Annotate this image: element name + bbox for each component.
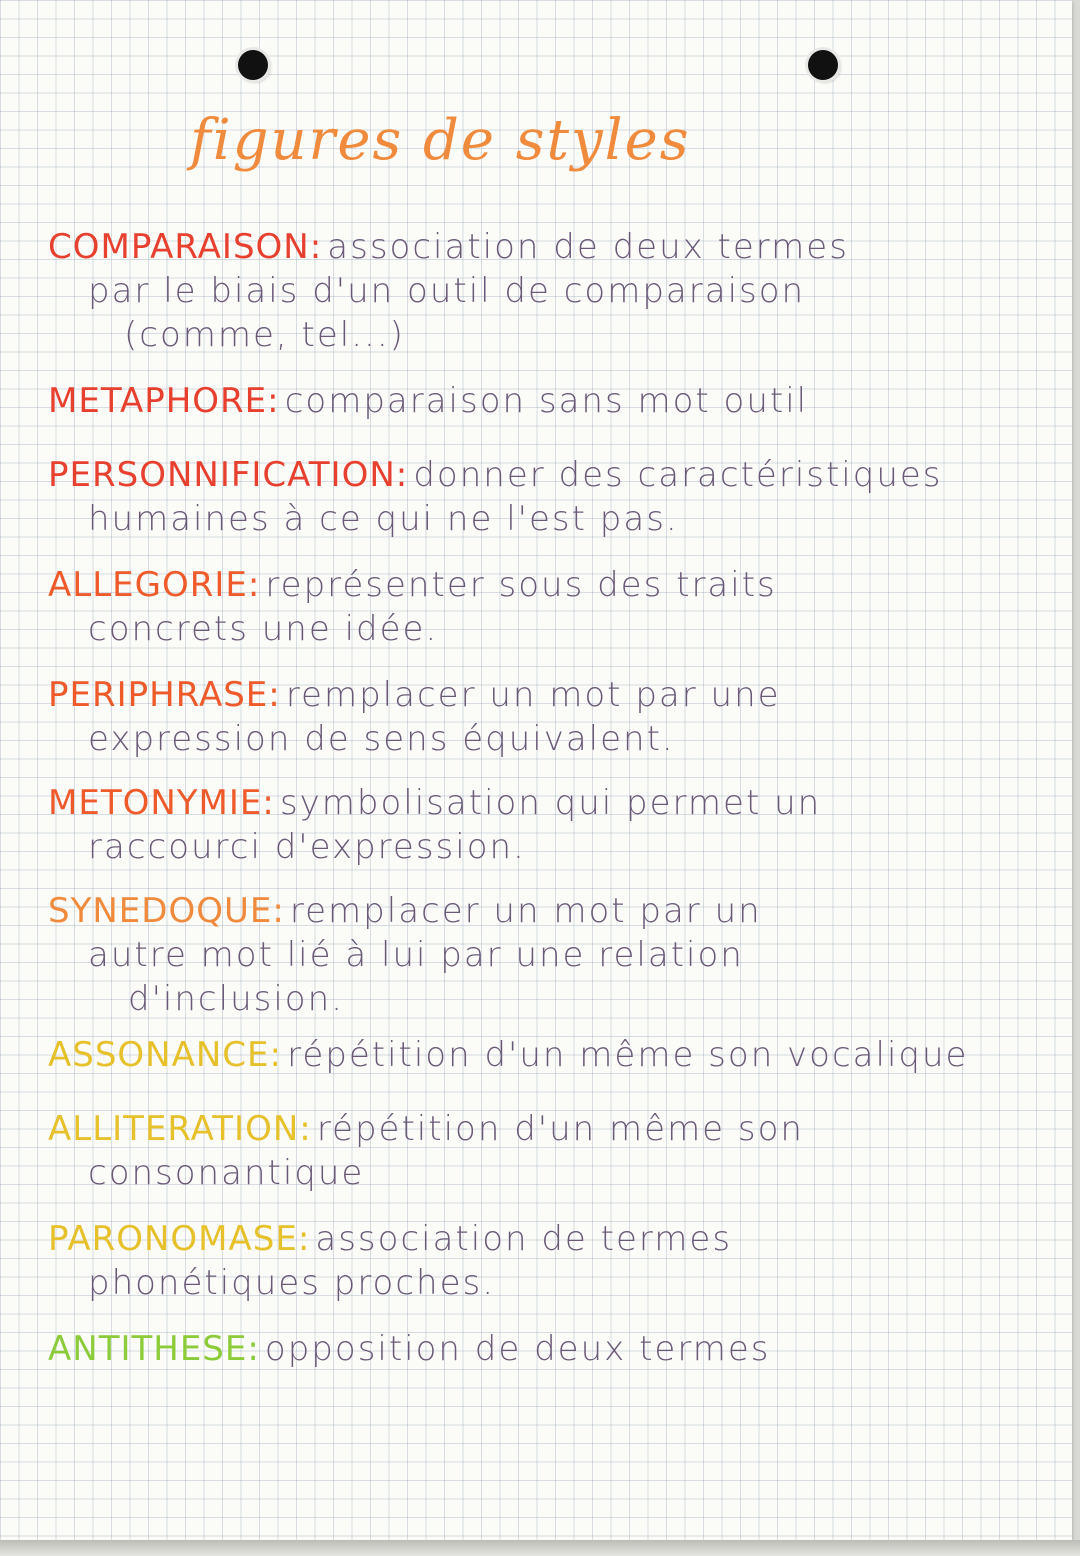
- term-label: METONYMIE:: [48, 783, 275, 823]
- definition-line: raccourci d'expression.: [88, 827, 526, 867]
- entry-synedoque: [48, 892, 1068, 1024]
- term-label: ASSONANCE:: [48, 1035, 282, 1075]
- definition-line: phonétiques proches.: [88, 1263, 496, 1303]
- definition-line: remplacer un mot par une: [285, 675, 781, 715]
- entry-comparaison: [48, 228, 1068, 360]
- entry-personnification: [48, 456, 1068, 544]
- definition-line: association de deux termes: [327, 227, 849, 267]
- entry-allegorie: [48, 566, 1068, 654]
- definition-line: répétition d'un même son vocalique: [287, 1035, 969, 1075]
- page-title: figures de styles: [190, 108, 691, 173]
- definition-line: symbolisation qui permet un: [279, 783, 822, 823]
- entry-periphrase: [48, 676, 1068, 764]
- definition-line: concrets une idée.: [88, 609, 439, 649]
- definition-line: d'inclusion.: [128, 979, 344, 1019]
- term-label: ALLEGORIE:: [48, 565, 261, 605]
- definition-line: représenter sous des traits: [265, 565, 777, 605]
- term-label: SYNEDOQUE:: [48, 891, 285, 931]
- term-label: ALLITERATION:: [48, 1109, 312, 1149]
- entry-metonymie: [48, 784, 1068, 872]
- definition-line: association de termes: [315, 1219, 733, 1259]
- term-label: PERIPHRASE:: [48, 675, 281, 715]
- definition-line: opposition de deux termes: [264, 1329, 771, 1369]
- term-label: PERSONNIFICATION:: [48, 455, 409, 495]
- term-label: METAPHORE:: [48, 381, 280, 421]
- definition-line: comparaison sans mot outil: [284, 381, 809, 421]
- term-label: COMPARAISON:: [48, 227, 323, 267]
- entry-alliteration: [48, 1110, 1068, 1198]
- entry-assonance: [48, 1036, 1068, 1080]
- definition-line: expression de sens équivalent.: [88, 719, 675, 759]
- definition-line: consonantique: [88, 1153, 365, 1193]
- term-label: PARONOMASE:: [48, 1219, 311, 1259]
- definition-line: donner des caractéristiques: [413, 455, 943, 495]
- binder-hole-left: [238, 50, 268, 80]
- binder-hole-right: [808, 50, 838, 80]
- entry-metaphore: [48, 382, 1068, 426]
- page-edge-shadow: [0, 1540, 1080, 1556]
- entry-paronomase: [48, 1220, 1068, 1308]
- definition-line: répétition d'un même son: [316, 1109, 804, 1149]
- definition-line: autre mot lié à lui par une relation: [88, 935, 744, 975]
- definition-line: remplacer un mot par un: [289, 891, 762, 931]
- definition-line: par le biais d'un outil de comparaison: [88, 271, 806, 311]
- definition-line: (comme, tel...): [124, 315, 405, 355]
- entry-antithese: [48, 1330, 1068, 1374]
- definition-line: humaines à ce qui ne l'est pas.: [88, 499, 679, 539]
- term-label: ANTITHESE:: [48, 1329, 260, 1369]
